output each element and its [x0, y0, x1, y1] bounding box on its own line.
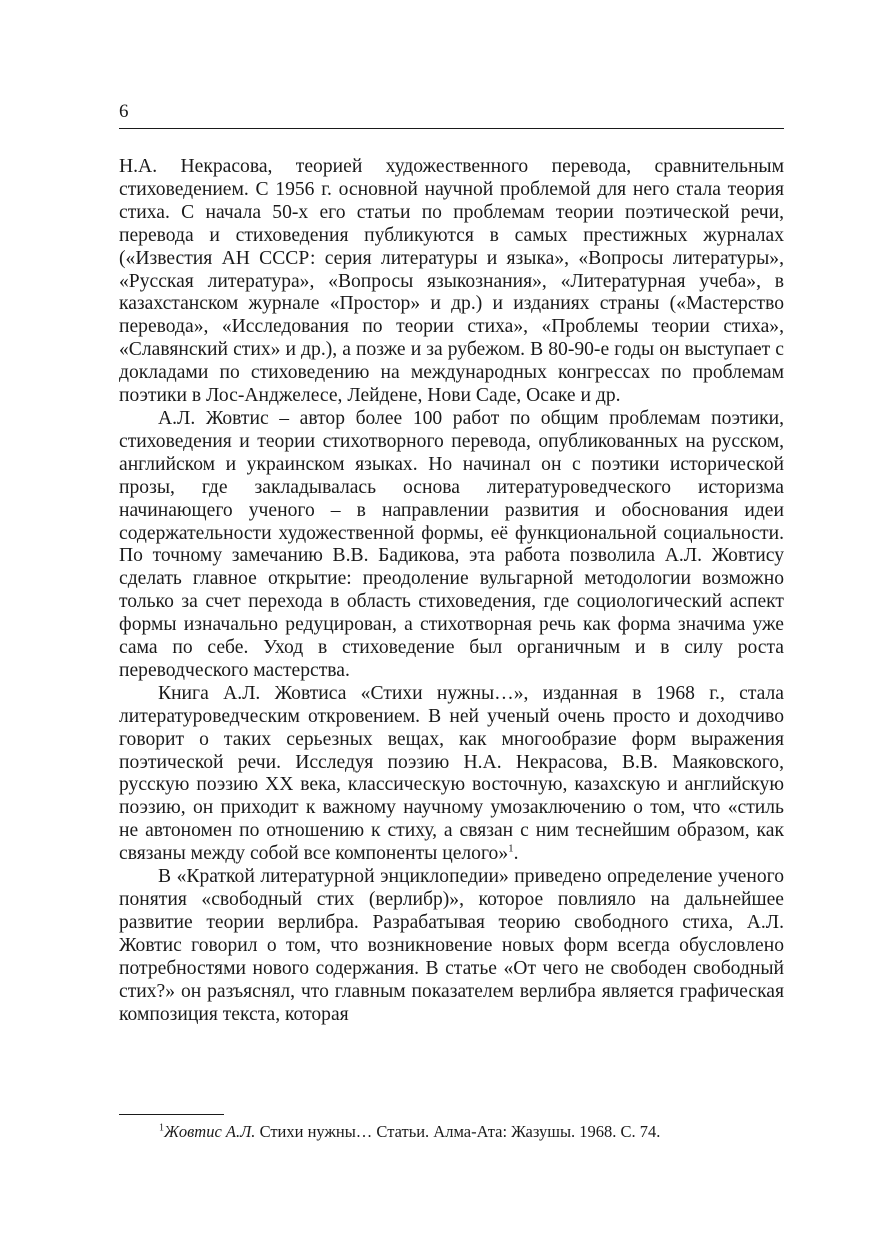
- footnote-number: 1: [159, 1122, 164, 1134]
- paragraph-4: В «Краткой литературной энциклопедии» приведено определение ученого понятия «свободный стих (верлибр)», которое повлияло на дальнейшее развитие теории верлибра. Разрабатывая теорию свободного стиха, А.Л. Жовтис говорил о том, что возникновение новых форм всегда обусловлено потребностями нового содержания. В статье «От чего не свободен свободный стих?» он разъяснял, что главным показателем верлибра является графическая композиция текста, которая: [119, 866, 784, 1025]
- paragraph-2: А.Л. Жовтис – автор более 100 работ по общим проблемам поэтики, стиховедения и теории стихотворного перевода, опубликованных на русском, английском и украинском языках. Но начинал он с поэтики исторической прозы, где закладывалась основа литературоведческого историзма начинающего ученого – в направлении развития и обоснования идеи содержательности художественной формы, её функциональной социальности. По точному замечанию В.В. Бадикова, эта работа позволила А.Л. Жовтису сделать главное открытие: преодоление вульгарной методологии возможно только за счет перехода в область стиховедения, где социологический аспект формы изначально редуцирован, а стихотворная речь как форма значима уже сама по себе. Уход в стиховедение был органичным и в силу роста переводческого мастерства.: [119, 407, 784, 681]
- footnote-text: Стихи нужны… Статьи. Алма-Ата: Жазушы. 1968. С. 74.: [255, 1122, 661, 1141]
- body-text: [119, 156, 784, 1026]
- footnote-reference[interactable]: 1: [508, 842, 514, 855]
- paragraph-3-tail: .: [513, 843, 519, 865]
- paragraph-1: Н.А. Некрасова, теорией художественного перевода, сравнительным стиховедением. С 1956 г. основной научной проблемой для него стала теория стиха. С начала 50-х его статьи по проблемам теории поэтической речи, перевода и стиховедения публикуются в самых престижных журналах («Известия АН СССР: серия литературы и языка», «Вопросы литературы», «Русская литература», «Вопросы языкознания», «Литературная учеба», в казахстанском журнале «Простор» и др.) и изданиях страны («Мастерство перевода», «Исследования по теории стиха», «Проблемы теории стиха», «Славянский стих» и др.), а позже и за рубежом. В 80-90-е годы он выступает с докладами по стиховедению на международных конгрессах по проблемам поэтики в Лос-Анджелесе, Лейдене, Нови Саде, Осаке и др.: [119, 156, 784, 407]
- footnote-rule: [119, 1114, 224, 1115]
- paragraph-3: [119, 683, 784, 866]
- footnote-author: Жовтис А.Л.: [164, 1122, 256, 1141]
- footnote: [159, 1122, 784, 1142]
- page-number: 6: [119, 101, 129, 122]
- paragraph-3-text: Книга А.Л. Жовтиса «Стихи нужны…», изданная в 1968 г., стала литературоведческим откровением. В ней ученый очень просто и доходчиво говорит о таких серьезных вещах, как многообразие форм выражения поэтической речи. Исследуя поэзию Н.А. Некрасова, В.В. Маяковского, русскую поэзию XX века, классическую восточную, казахскую и английскую поэзию, он приходит к важному научному умозаключению о том, что «стиль не автономен по отношению к стиху, а связан с ним теснейшим образом, как связаны между собой все компоненты целого»: [119, 682, 784, 865]
- header-rule: [119, 128, 784, 129]
